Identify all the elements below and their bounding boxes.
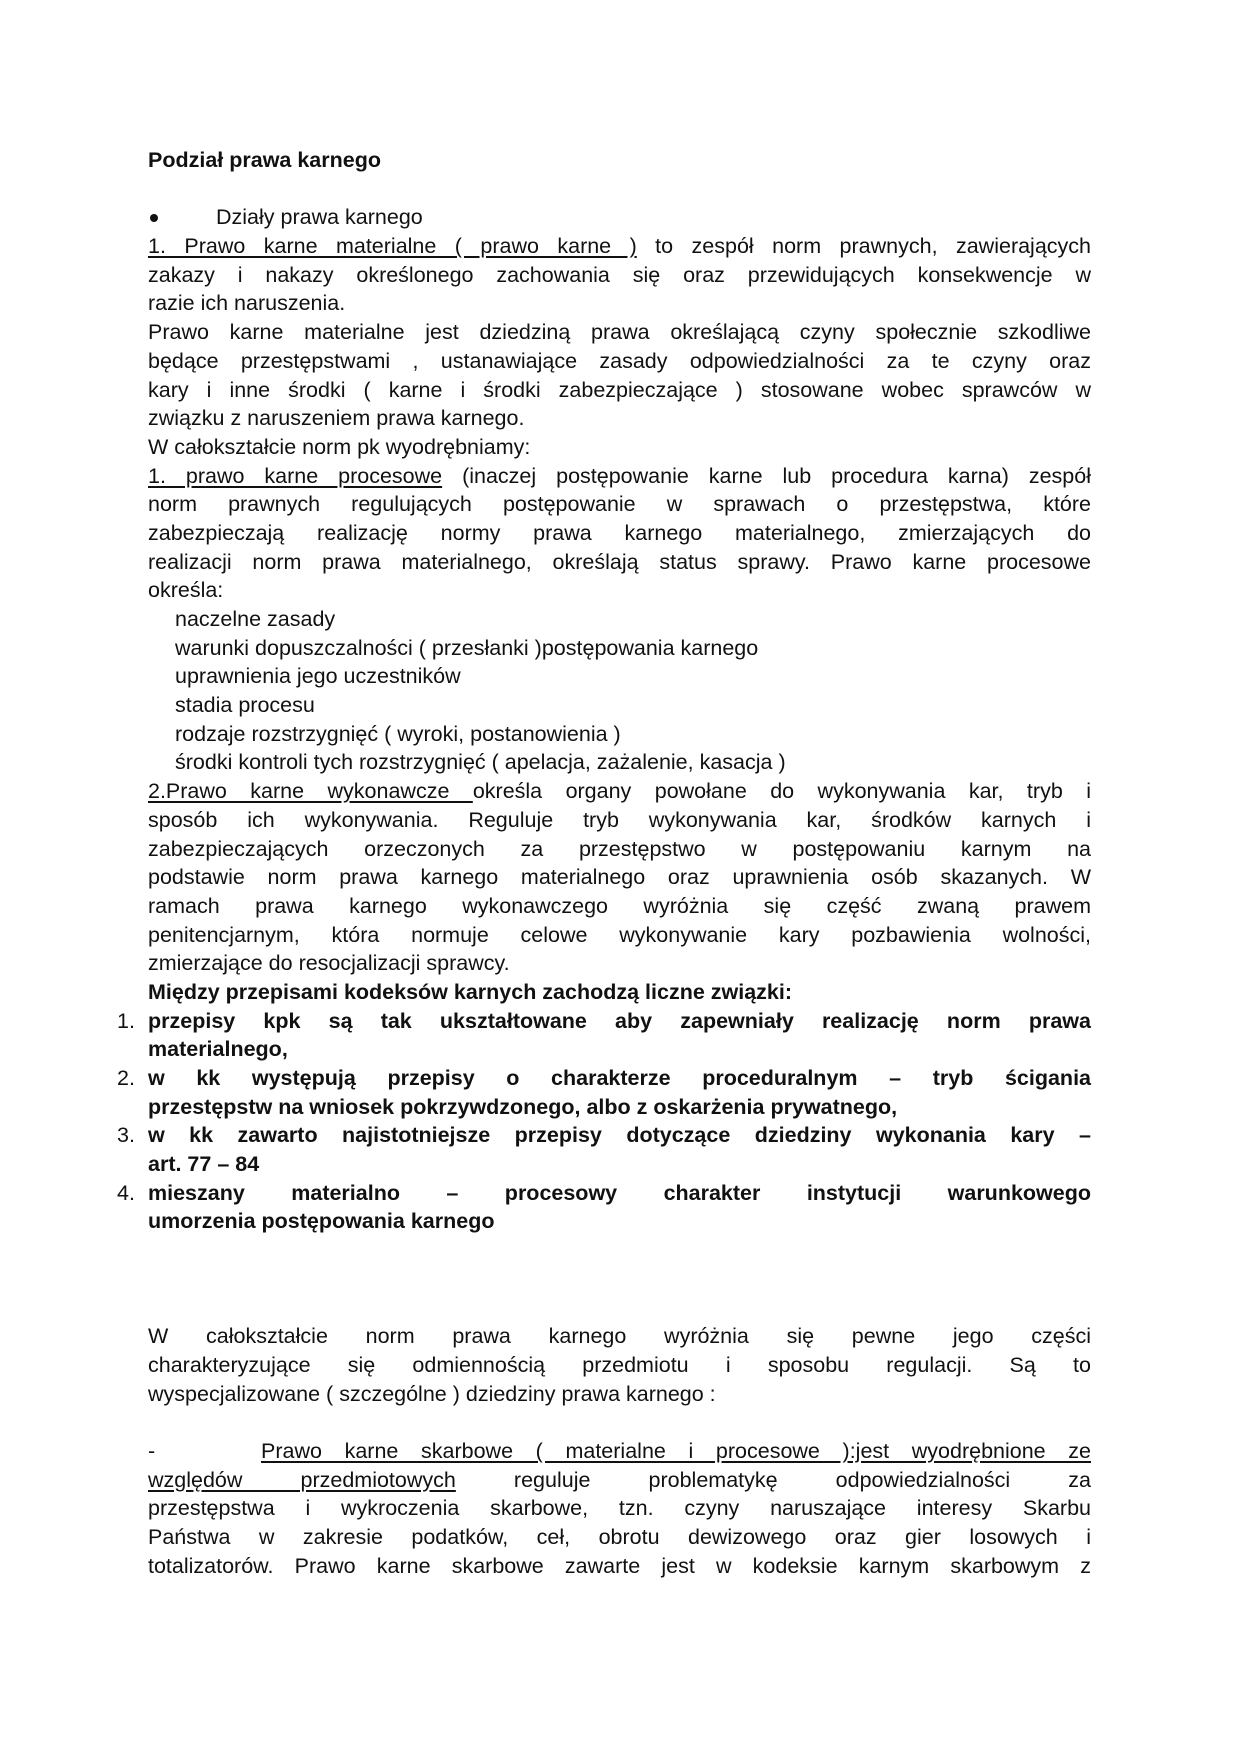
list-item: uprawnienia jego uczestników: [175, 664, 461, 689]
paragraph-specialized: [148, 1322, 1091, 1408]
item-number: 4.: [117, 1180, 135, 1205]
text-line: związku z naruszeniem prawa karnego.: [148, 406, 525, 431]
text-line: Państwa w zakresie podatków, ceł, obrotu dewizowego oraz gier losowych i: [148, 1524, 1091, 1549]
list-item: naczelne zasady: [175, 607, 336, 631]
text-line: zakazy i nakazy określonego zachowania się oraz przewidujących konsekwencje w: [148, 262, 1091, 287]
text-line: W całokształcie norm pk wyodrębniamy:: [148, 434, 531, 459]
numbered-item: 4. mieszany materialno – procesowy charakter instytucji warunkowego: [148, 1179, 1091, 1208]
bullet-text: Działy prawa karnego: [216, 205, 423, 230]
numbered-item-cont: materialnego,: [148, 1037, 288, 1062]
text-line: określa:: [148, 578, 224, 603]
relations-section: [117, 978, 1091, 1236]
text-line: realizacji norm prawa materialnego, określają status sprawy. Prawo karne procesowe: [148, 549, 1091, 574]
bullet-icon: [150, 214, 158, 222]
text-line: totalizatorów. Prawo karne skarbowe zawarte jest w kodeksie karnym skarbowym z: [148, 1553, 1091, 1578]
text-line: zabezpieczają realizację normy prawa karnego materialnego, zmierzających do: [148, 520, 1091, 545]
paragraph-prawo-procesowe: [148, 462, 1091, 605]
paragraph-prawo-wykonawcze: [148, 777, 1091, 978]
text-line: podstawie norm prawa karnego materialnego oraz uprawnienia osób skazanych. W: [148, 865, 1091, 890]
list-item: rodzaje rozstrzygnięć ( wyroki, postanowienia ): [175, 721, 621, 746]
list-item: środki kontroli tych rozstrzygnięć ( apelacja, zażalenie, kasacja ): [175, 750, 786, 775]
text-line: (inaczej postępowanie karne lub procedura karna) zespół: [442, 463, 1091, 488]
text-line: W całokształcie norm prawa karnego wyróżnia się pewne jego części: [148, 1324, 1091, 1349]
paragraph-definition: [148, 318, 1091, 461]
text-line: ramach prawa karnego wykonawczego wyróżnia się część zwaną prawem: [148, 893, 1091, 918]
numbered-item-cont: umorzenia postępowania karnego: [148, 1209, 495, 1234]
item-number: 3.: [117, 1123, 135, 1148]
term-prawo-materialne: 1. Prawo karne materialne ( prawo karne ): [148, 234, 637, 259]
text-line: określa organy powołane do wykonywania kar, tryb i: [472, 779, 1091, 804]
numbered-item: 2. w kk występują przepisy o charakterze proceduralnym – tryb ścigania: [148, 1064, 1091, 1093]
term-prawo-skarbowe: Prawo karne skarbowe ( materialne i procesowe ):jest wyodrębnione ze: [261, 1438, 1091, 1463]
text-line: norm prawnych regulujących postępowanie w sprawach o przestępstwa, które: [148, 492, 1091, 517]
relations-heading: Między przepisami kodeksów karnych zachodzą liczne związki:: [148, 979, 793, 1004]
text-line: wyspecjalizowane ( szczególne ) dziedziny prawa karnego :: [148, 1381, 716, 1406]
list-item: warunki dopuszczalności ( przesłanki )postępowania karnego: [175, 635, 759, 660]
list-item: stadia procesu: [175, 693, 315, 718]
term-prawo-procesowe: 1. prawo karne procesowe: [148, 463, 443, 488]
text-line: penitencjarnym, która normuje celowe wykonywanie kary pozbawienia wolności,: [148, 922, 1091, 947]
numbered-item-cont: przestępstw na wniosek pokrzywdzonego, albo z oskarżenia prywatnego,: [148, 1094, 898, 1119]
text-line: sposób ich wykonywania. Reguluje tryb wykonywania kar, środków karnych i: [148, 807, 1091, 832]
document-page: [117, 146, 1091, 1580]
item-number: 1.: [117, 1008, 135, 1033]
text-line: kary i inne środki ( karne i środki zabezpieczające ) stosowane wobec sprawców w: [148, 377, 1091, 402]
paragraph-prawo-skarbowe: [148, 1437, 1091, 1580]
item-number: 2.: [117, 1066, 135, 1090]
numbered-item: 1. przepisy kpk są tak ukształtowane aby zapewniały realizację norm prawa: [148, 1007, 1091, 1036]
paragraph-prawo-materialne: [148, 232, 1091, 318]
underlined-text: względów przedmiotowych: [148, 1467, 456, 1492]
text-line: charakteryzujące się odmiennością przedmiotu i sposobu regulacji. Są to: [148, 1352, 1091, 1377]
numbered-item: 3. w kk zawarto najistotniejsze przepisy dotyczące dziedziny wykonania kary –: [148, 1121, 1091, 1150]
text-line: Prawo karne materialne jest dziedziną prawa określającą czyny społecznie szkodliwe: [148, 320, 1091, 345]
page-title: Podział prawa karnego: [148, 148, 381, 172]
procedural-scope-list: [148, 605, 1091, 777]
bullet-item: [148, 203, 1091, 232]
text-line: razie ich naruszenia.: [148, 291, 346, 316]
text-line: zabezpieczających orzeczonych za przestępstwo w postępowaniu karnym na: [148, 836, 1091, 861]
dash-marker: -: [148, 1438, 156, 1463]
text-line: to zespół norm prawnych, zawierających: [636, 234, 1091, 259]
text-line: będące przestępstwami , ustanawiające zasady odpowiedzialności za te czyny oraz: [148, 348, 1091, 373]
term-prawo-wykonawcze: 2.Prawo karne wykonawcze: [148, 779, 473, 804]
text-line: reguluje problematykę odpowiedzialności za: [455, 1467, 1091, 1492]
text-line: zmierzające do resocjalizacji sprawcy.: [148, 951, 510, 976]
numbered-item-cont: art. 77 – 84: [148, 1152, 260, 1177]
text-line: przestępstwa i wykroczenia skarbowe, tzn. czyny naruszające interesy Skarbu: [148, 1496, 1091, 1521]
